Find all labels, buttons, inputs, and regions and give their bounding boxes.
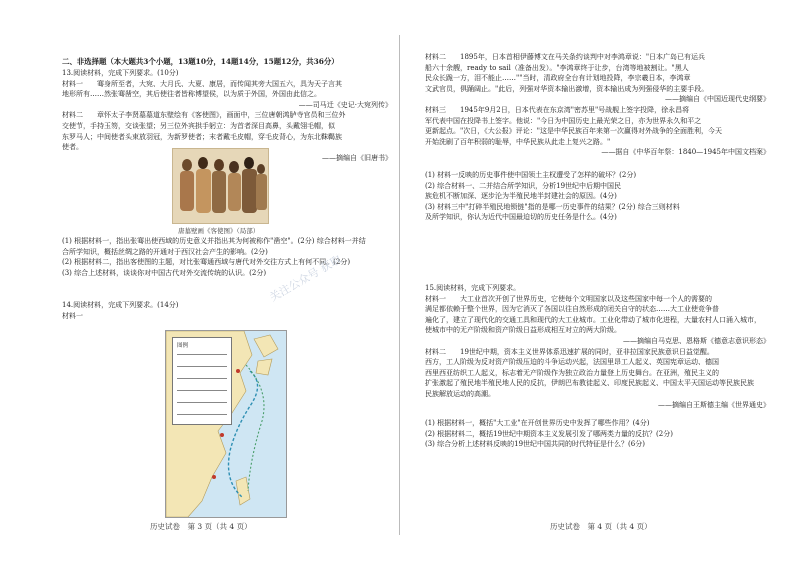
text-line: (1) 根据材料一，指出张骞出使西域的历史意义并指出其为何被称作"凿空"。(2分) 综合材料一并结 <box>62 237 366 245</box>
text-line: 材料一 <box>62 311 83 320</box>
legend-line <box>177 390 227 391</box>
question-14-materials <box>425 52 770 158</box>
text-line: 材料一 大工业首次开创了世界历史，它使每个文明国家以及这些国家中每一个人的需要的 <box>425 294 712 303</box>
text-line: 及所学知识，你认为近代中国最迫切的历史任务是什么。(4分) <box>425 213 617 222</box>
text-line: 地形所有……然张骞凿空，其后使往者皆称博望侯，以为质于外国，外国由此信之。 <box>62 90 321 99</box>
text-line: (3) 综合分析上述材料反映的19世纪中国共同的时代特征是什么？(6分) <box>425 440 645 449</box>
text-line: ——摘编自《旧唐书》 <box>322 153 392 162</box>
text-line: 14.阅读材料，完成下列要求。(14分) <box>62 301 179 309</box>
watermark: 关注公众号 获取 <box>267 252 344 305</box>
text-line: ——据自《中华百年祭：1840—1945年中国文档案》 <box>601 148 770 157</box>
text-line: 西里西亚纺织工人起义，标志着无产阶级作为独立政治力量登上历史舞台。在亚洲，殖民主义的 <box>425 368 719 377</box>
legend-line <box>177 402 227 403</box>
text-line: (2) 根据材料二，概括19世纪中期资本主义发展引发了哪两类力量的反抗？(2分) <box>425 429 673 438</box>
text-line: 开始洗刷了百年积弱的耻辱，中华民族从此走上复兴之路。" <box>425 137 611 146</box>
history-map <box>165 330 287 518</box>
question-15-subquestions <box>425 418 770 450</box>
map-legend <box>172 337 232 425</box>
question-15-text <box>425 283 770 410</box>
text-line: ——摘编自马克思、恩格斯《德意志意识形态》 <box>623 336 770 345</box>
text-line: 材料三 1945年9月2日，日本代表在东京湾"密苏里"号战舰上签字投降，徐永昌将 <box>425 105 690 114</box>
text-line: ——司马迁《史记·大宛列传》 <box>298 100 392 109</box>
text-line: 更新起点。"次日，《大公报》评论："这是中华民族百年来第一次赢得对外战争的全面胜利，今天 <box>425 127 722 136</box>
map-legend-title: 图例 <box>177 343 189 349</box>
text-line: 西方，工人阶级为反对资产阶级压迫的斗争运动兴起，法国里昂工人起义、英国宪章运动、德国 <box>425 358 719 367</box>
text-line: 文武官员，俱踊阔止。"此后，列强对华资本输出激增，资本输出成为列强侵华的主要手段。 <box>425 84 709 93</box>
text-line: 材料二 19世纪中期，资本主义世界体系迅速扩展的同时，亚非拉国家民族意识日益觉醒。 <box>425 347 714 356</box>
text-line: 13.阅读材料，完成下列要求。(10分) <box>62 69 179 77</box>
text-line: 材料一 骞身所至者，大宛、大月氏、大夏、康居，而传闻其旁大国五六，具为天子言其 <box>62 79 342 88</box>
text-line: ——摘编自王斯德主编《世界通史》 <box>658 400 770 409</box>
text-line: 材料二 1895年，日本首相伊藤博文在马关条约谈判中对李鸿章说："日本广岛已有运兵 <box>425 53 706 61</box>
text-line: (2) 综合材料一、二并结合所学知识，分析19世纪中后期中国民 <box>425 181 622 190</box>
text-line: 族危机不断加深、逐步沦为半殖民地半封建社会的原因。(4分) <box>425 192 617 201</box>
text-line: (3) 综合上述材料，谈谈你对中国古代对外交流传统的认识。(2分) <box>62 268 267 277</box>
section-title: 二、非选择题（本大题共3个小题，13题10分，14题14分，15题12分，共36分） <box>62 57 339 66</box>
text-line: 民众长跪一方，泪不能止……""当时，清政府全台有计划地投降，李宗羲日本，李鸿章 <box>425 74 691 83</box>
page-right <box>400 0 800 565</box>
page-footer-left: 历史试卷 第 3 页（共 4 页） <box>150 522 252 531</box>
text-line: 材料二 章怀太子李贤墓墓道东壁绘有《客使图》，画面中，三位唐朝鸿胪寺官员和三位外 <box>62 111 346 120</box>
text-line: 东罗马人；中间使者头束放羽冠，为新罗使者；末者戴毛皮帽，穿毛皮背心，为东北靺鞨族 <box>62 132 342 141</box>
text-line: ——摘编自《中国近现代史纲要》 <box>665 95 770 104</box>
text-line: 满足都依赖于整个世界，因为它消灭了各国以往自然形成的闭关自守的状态……大工业使竞争普 <box>425 305 719 314</box>
text-line: (1) 材料一反映的历史事件使中国领土主权遭受了怎样的破坏？(2分) <box>425 171 637 179</box>
text-line: 扩张激起了殖民地半殖民地人民的反抗，伊朗巴布教徒起义、印度民族起义、中国太平天国运动等民族民族 <box>425 379 754 388</box>
legend-line <box>177 366 227 367</box>
page-footer-right: 历史试卷 第 4 页（共 4 页） <box>550 522 652 531</box>
legend-line <box>177 414 227 415</box>
legend-line <box>177 354 227 355</box>
tomb-mural-figure <box>172 148 269 224</box>
text-line: 合所学知识，概括丝绸之路的开通对于西汉社会产生的影响。(2分) <box>62 247 268 256</box>
text-line: 军代表中国在投降书上签字。他说："今日为中国历史上最光荣之日，亦为世界永久和平之 <box>425 116 702 125</box>
text-line: 遍化了，建立了现代化的交通工具和现代的大工业城市。工业化带动了城市化进程，大量农村人口涌入城市， <box>425 315 761 324</box>
text-line: 15.阅读材料，完成下列要求。 <box>425 284 521 292</box>
question-14-subquestions <box>425 170 770 223</box>
text-line: (3) 材料三中"打碎半殖民地锁链"指的是哪一历史事件的结果？(2分) 综合三则材料 <box>425 202 680 211</box>
text-line: 交使节，手持玉笏，交谈张望；另三位外宾拱手躬立：为首者深目高鼻，头戴翎毛帽，似 <box>62 121 335 130</box>
text-line: 使者。 <box>62 143 83 152</box>
text-line: 船六十余艘，ready to sail（准备出发）。"李鸿章终于让步，台湾等地被割让。"黑人 <box>425 63 689 72</box>
question-14-header <box>62 300 392 321</box>
text-line: 使城市中的无产阶级和资产阶级日益形成相互对立的两大阶级。 <box>425 326 621 335</box>
text-line: (1) 根据材料一，概括"大工业"在开创世界历史中发挥了哪些作用？(4分) <box>425 419 650 427</box>
question-13-subquestions <box>62 236 392 278</box>
text-line: (2) 根据材料二，指出客使图的主题，对比张骞通西域与唐代对外交往方式上有何不同。(2分) <box>62 258 351 267</box>
figure-caption: 唐墓壁画《客使图》（局部） <box>178 227 260 235</box>
text-line: 民族解放运动的高潮。 <box>425 389 495 398</box>
legend-line <box>177 378 227 379</box>
